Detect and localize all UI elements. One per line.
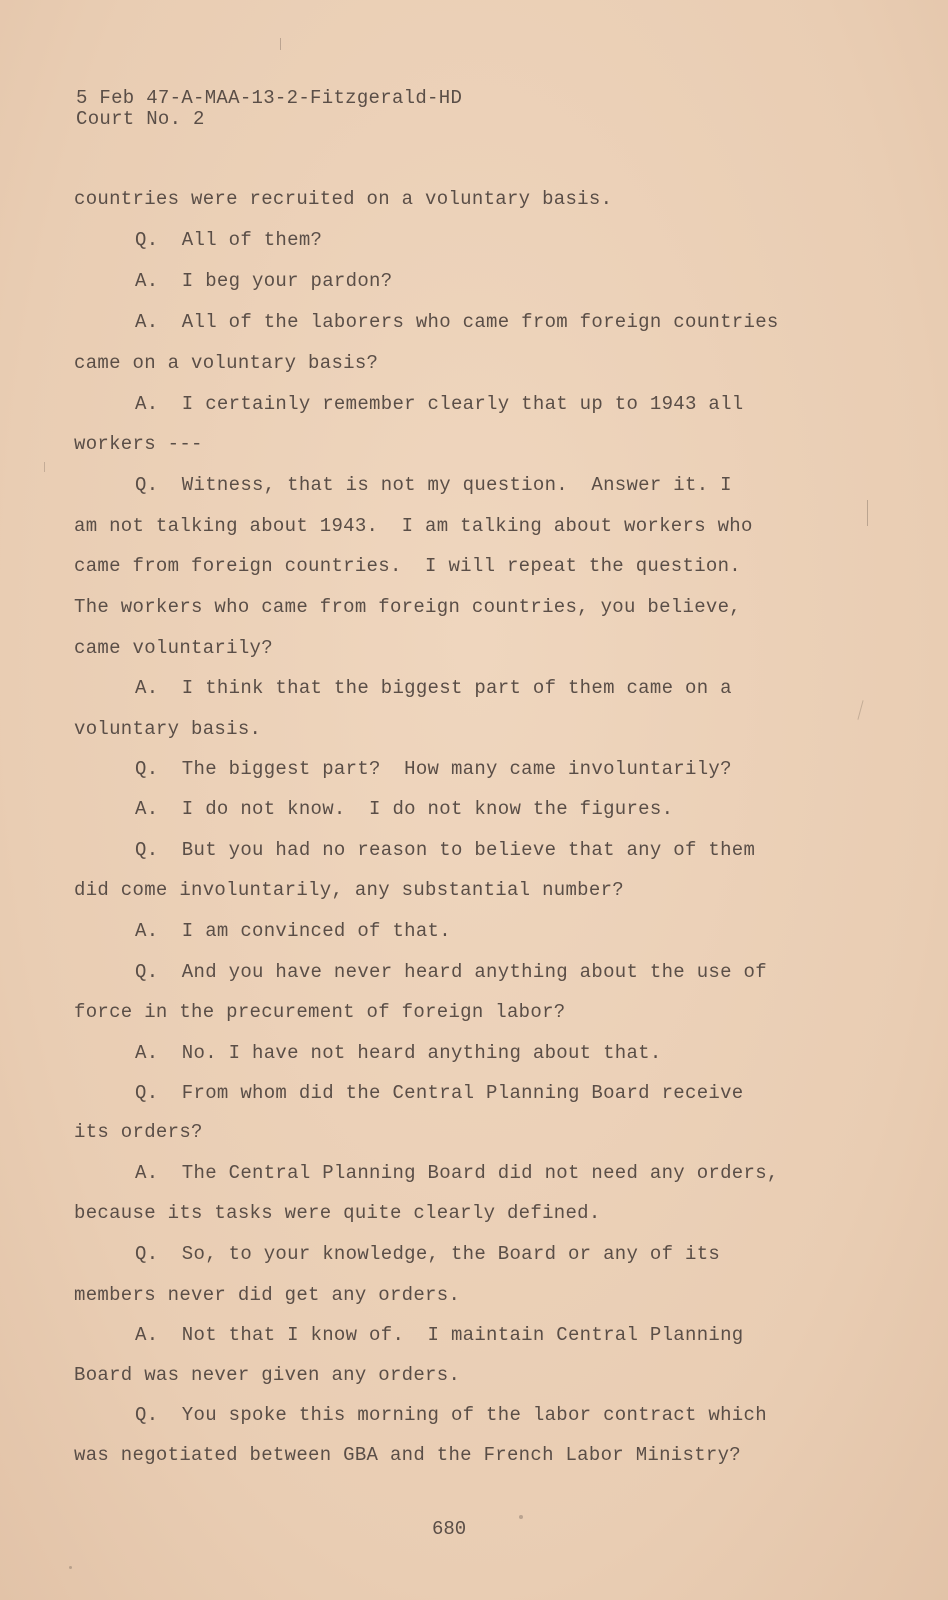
page-number: 680 (432, 1518, 467, 1540)
transcript-line: voluntary basis. (74, 718, 262, 740)
paper-speck (69, 1566, 72, 1569)
transcript-line: A. The Central Planning Board did not need any orders, (135, 1162, 779, 1184)
transcript-line: The workers who came from foreign countries, you believe, (74, 596, 742, 618)
paper-speck (280, 38, 281, 50)
transcript-line: A. I do not know. I do not know the figures. (135, 798, 674, 820)
paper-speck (867, 500, 868, 526)
transcript-line: force in the precurement of foreign labor? (74, 1001, 566, 1023)
transcript-line: A. All of the laborers who came from foreign countries (135, 311, 779, 333)
transcript-line: came from foreign countries. I will repeat the question. (74, 555, 742, 577)
transcript-line: A. I beg your pardon? (135, 270, 393, 292)
transcript-line: Q. You spoke this morning of the labor contract which (135, 1404, 767, 1426)
paper-speck (44, 462, 45, 472)
transcript-line: was negotiated between GBA and the French Labor Ministry? (74, 1444, 742, 1466)
transcript-line: am not talking about 1943. I am talking about workers who (74, 515, 753, 537)
transcript-line: A. I certainly remember clearly that up to 1943 all (135, 393, 744, 415)
transcript-line: came voluntarily? (74, 637, 273, 659)
transcript-line: A. Not that I know of. I maintain Central Planning (135, 1324, 744, 1346)
transcript-line: members never did get any orders. (74, 1284, 461, 1306)
transcript-line: Q. Witness, that is not my question. Answer it. I (135, 474, 732, 496)
transcript-line: Q. From whom did the Central Planning Board receive (135, 1082, 744, 1104)
transcript-line: A. No. I have not heard anything about that. (135, 1042, 662, 1064)
paper-speck (519, 1515, 523, 1519)
transcript-line: Q. All of them? (135, 229, 323, 251)
transcript-line: did come involuntarily, any substantial number? (74, 879, 624, 901)
transcript-line: its orders? (74, 1121, 203, 1143)
transcript-line: came on a voluntary basis? (74, 352, 379, 374)
transcript-line: A. I think that the biggest part of them came on a (135, 677, 732, 699)
header-docket-line: 5 Feb 47-A-MAA-13-2-Fitzgerald-HD (76, 87, 463, 109)
transcript-line: Q. And you have never heard anything about the use of (135, 961, 767, 983)
transcript-line: because its tasks were quite clearly defined. (74, 1202, 601, 1224)
transcript-line: A. I am convinced of that. (135, 920, 451, 942)
header-court-line: Court No. 2 (76, 108, 205, 130)
transcript-line: workers --- (74, 433, 203, 455)
transcript-line: Q. So, to your knowledge, the Board or any of its (135, 1243, 721, 1265)
transcript-line: Q. The biggest part? How many came involuntarily? (135, 758, 732, 780)
transcript-line: countries were recruited on a voluntary basis. (74, 188, 613, 210)
transcript-line: Board was never given any orders. (74, 1364, 461, 1386)
transcript-line: Q. But you had no reason to believe that any of them (135, 839, 756, 861)
paper-speck (857, 700, 863, 720)
